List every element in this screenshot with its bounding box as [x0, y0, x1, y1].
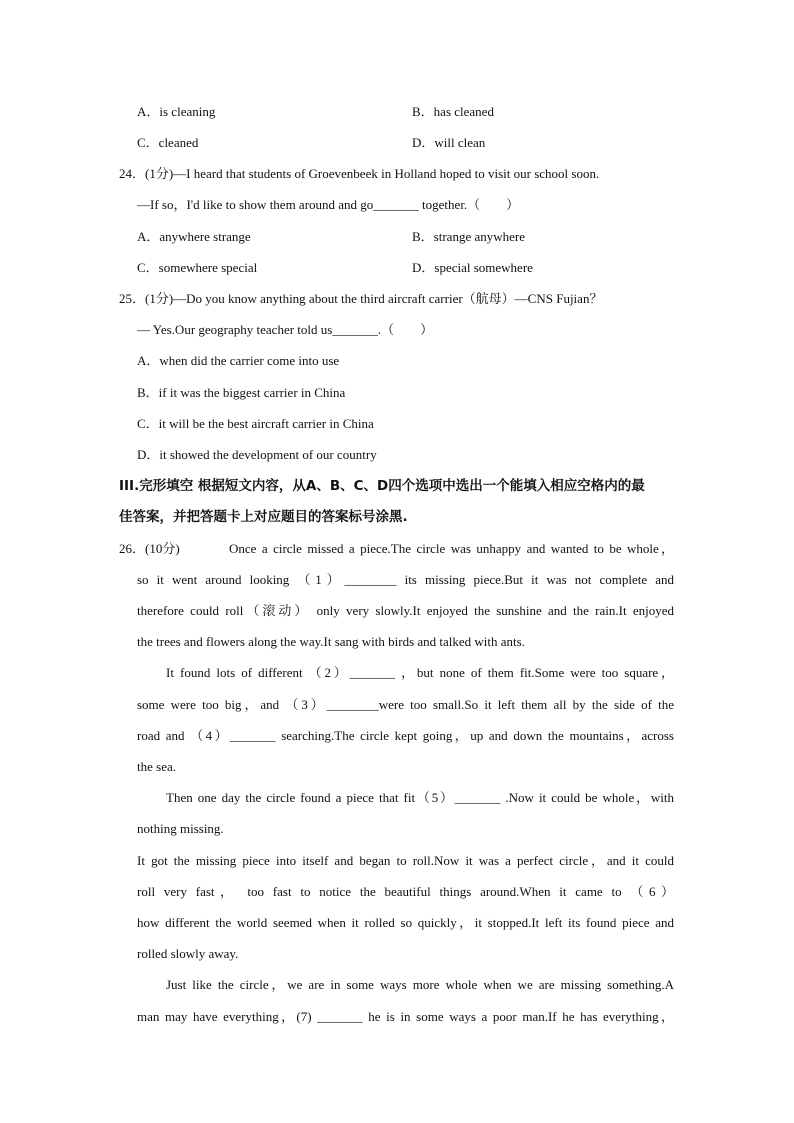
question-24-stem: 24．(1分)—I heard that students of Groevenbeek in Holland hoped to visit our school soon. — [119, 166, 600, 181]
option-b: B．strange anywhere — [412, 229, 525, 244]
passage-line: rolled slowly away. — [137, 946, 239, 961]
section-heading-cont: 佳答案，并把答题卡上对应题目的答案标号涂黑. — [119, 509, 408, 525]
option-d: D．it showed the development of our country — [137, 447, 377, 462]
passage-line: some were too big，and （3）________were too small.So it left them all by the side of the — [137, 697, 674, 712]
question-25-reply: — Yes.Our geography teacher told us_______.（ ） — [137, 322, 434, 337]
passage-line: It got the missing piece into itself and began to roll.Now it was a perfect circle，and it could — [137, 853, 674, 868]
passage-line: therefore could roll（滚动） only very slowly.It enjoyed the sunshine and the rain.It enjoyed — [137, 603, 674, 618]
passage-line: so it went around looking （1）________ its missing piece.But it was not complete and — [137, 572, 674, 587]
passage-line: road and （4）_______ searching.The circle kept going，up and down the mountains，across — [137, 728, 674, 743]
section-heading: III.完形填空 根据短文内容，从A、B、C、D四个选项中选出一个能填入相应空格内的最 — [119, 478, 645, 494]
option-a: A．is cleaning — [137, 104, 216, 119]
question-26-number: 26．(10分) — [119, 541, 180, 556]
passage-line: the trees and flowers along the way.It sang with birds and talked with ants. — [137, 634, 525, 649]
passage-line: nothing missing. — [137, 821, 224, 836]
passage-line: how different the world seemed when it rolled so quickly，it stopped.It left its found piece and — [137, 915, 674, 930]
question-24-reply: —If so，I'd like to show them around and go_______ together.（ ） — [137, 197, 520, 212]
option-b: B．if it was the biggest carrier in China — [137, 385, 346, 400]
option-d: D．special somewhere — [412, 260, 533, 275]
option-b: B．has cleaned — [412, 104, 494, 119]
question-25-stem: 25．(1分)—Do you know anything about the third aircraft carrier（航母）—CNS Fujian？ — [119, 291, 603, 306]
option-d: D．will clean — [412, 135, 486, 150]
option-c: C．somewhere special — [137, 260, 258, 275]
passage-line: roll very fast， too fast to notice the beautiful things around.When it came to （6） — [137, 884, 674, 899]
passage-line: It found lots of different （2）_______ ，but none of them fit.Some were too square， — [166, 665, 674, 680]
passage-line: Then one day the circle found a piece that fit（5）_______ .Now it could be whole，with — [166, 790, 674, 805]
option-a: A．when did the carrier come into use — [137, 353, 340, 368]
option-a: A．anywhere strange — [137, 229, 251, 244]
passage-line: Once a circle missed a piece.The circle was unhappy and wanted to be whole， — [229, 541, 674, 556]
passage-line: the sea. — [137, 759, 176, 774]
passage-line: Just like the circle，we are in some ways more whole when we are missing something.A — [166, 977, 674, 992]
passage-line: man may have everything，(7) _______ he is in some ways a poor man.If he has everything， — [137, 1009, 674, 1024]
option-c: C．it will be the best aircraft carrier in China — [137, 416, 374, 431]
option-c: C．cleaned — [137, 135, 199, 150]
